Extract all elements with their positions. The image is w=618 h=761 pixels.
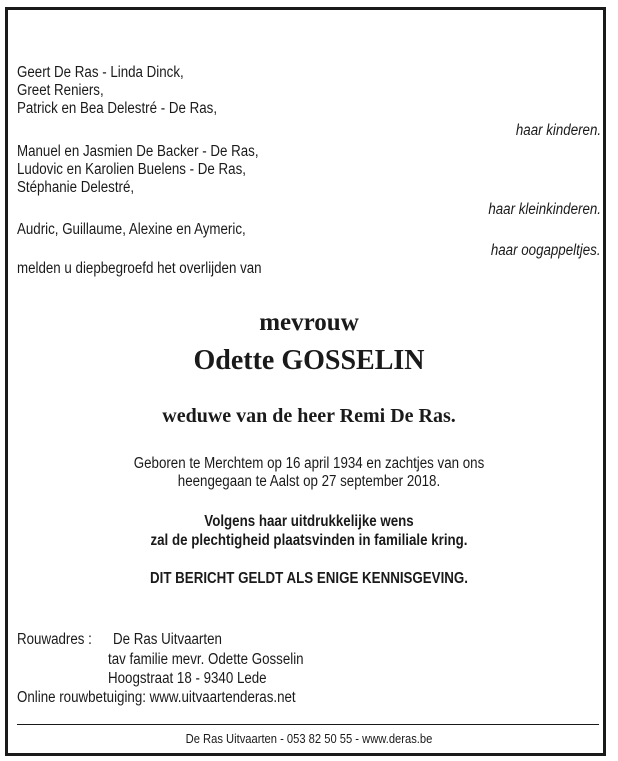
spouse-line: weduwe van de heer Remi De Ras.: [162, 405, 456, 427]
family-line: Stéphanie Delestré,: [17, 179, 135, 196]
notice-text: DIT BERICHT GELDT ALS ENIGE KENNISGEVING.: [150, 570, 468, 587]
divider: [17, 724, 599, 725]
deceased-name: Odette GOSSELIN: [193, 345, 425, 376]
relation-label: haar kleinkinderen.: [488, 201, 601, 218]
family-line: Geert De Ras - Linda Dinck,: [17, 64, 184, 81]
address-label: Rouwadres :: [17, 631, 92, 648]
relation-label: haar kinderen.: [515, 122, 601, 139]
ceremony-line: Volgens haar uitdrukkelijke wens: [204, 513, 414, 530]
ceremony-line: zal de plechtigheid plaatsvinden in familiale kring.: [150, 532, 468, 549]
family-line: Patrick en Bea Delestré - De Ras,: [17, 100, 218, 117]
relation-label: haar oogappeltjes.: [491, 242, 601, 259]
family-line: Greet Reniers,: [17, 82, 104, 99]
birth-death-line: Geboren te Merchtem op 16 april 1934 en zachtjes van ons: [133, 455, 485, 472]
family-line: Ludovic en Karolien Buelens - De Ras,: [17, 161, 246, 178]
online-condolence: Online rouwbetuiging: www.uitvaartenderas.net: [17, 689, 296, 706]
deceased-title: mevrouw: [259, 309, 359, 336]
address-line: tav familie mevr. Odette Gosselin: [108, 651, 304, 668]
birth-death-line: heengegaan te Aalst op 27 september 2018.: [177, 473, 441, 490]
notice-frame: [5, 7, 606, 756]
family-line: Audric, Guillaume, Alexine en Aymeric,: [17, 221, 246, 238]
family-line: Manuel en Jasmien De Backer - De Ras,: [17, 143, 259, 160]
address-line: De Ras Uitvaarten: [113, 631, 222, 648]
footer-text: De Ras Uitvaarten - 053 82 50 55 - www.deras.be: [185, 731, 433, 746]
announcement-text: melden u diepbegroefd het overlijden van: [17, 260, 262, 277]
address-line: Hoogstraat 18 - 9340 Lede: [108, 670, 267, 687]
